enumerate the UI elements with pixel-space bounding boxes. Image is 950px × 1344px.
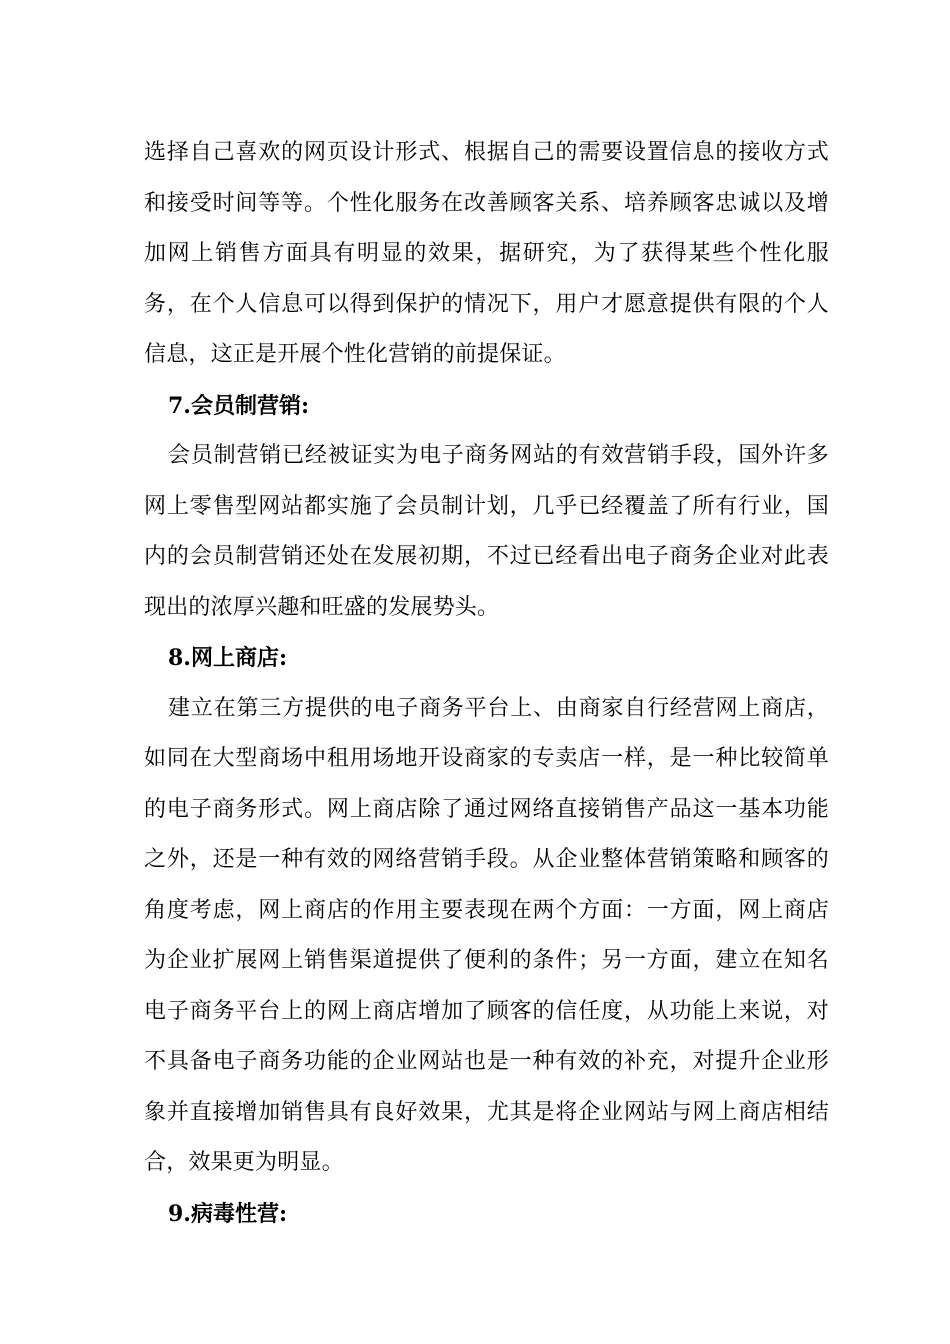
paragraph-intro: 选择自己喜欢的网页设计形式、根据自己的需要设置信息的接收方式和接受时间等等。个性化服务在改善顾客关系、培养顾客忠诚以及增加网上销售方面具有明显的效果，据研究，为了获得某些个性化服务，在个人信息可以得到保护的情况下，用户才愿意提供有限的个人信息，这正是开展个性化营销的前提保证。: [144, 140, 829, 367]
heading-online-store: 8.网上商店:: [168, 645, 288, 671]
heading-viral-marketing: 9.病毒性营:: [168, 1200, 288, 1227]
document-page: [144, 128, 829, 1239]
heading-membership-marketing: 7.会员制营销:: [168, 392, 310, 419]
paragraph-membership-marketing: 会员制营销已经被证实为电子商务网站的有效营销手段，国外许多网上零售型网站都实施了会员制计划，几乎已经覆盖了所有行业，国内的会员制营销还处在发展初期，不过已经看出电子商务企业对此表现出的浓厚兴趣和旺盛的发展势头。: [144, 443, 829, 620]
paragraph-online-store: 建立在第三方提供的电子商务平台上、由商家自行经营网上商店，如同在大型商场中租用场地开设商家的专卖店一样，是一种比较简单的电子商务形式。网上商店除了通过网络直接销售产品这一基本功能之外，还是一种有效的网络营销手段。从企业整体营销策略和顾客的角度考虑，网上商店的作用主要表现在两个方面：一方面，网上商店为企业扩展网上销售渠道提供了便利的条件；另一方面，建立在知名电子商务平台上的网上商店增加了顾客的信任度，从功能上来说，对不具备电子商务功能的企业网站也是一种有效的补充，对提升企业形象并直接增加销售具有良好效果，尤其是将企业网站与网上商店相结合，效果更为明显。: [144, 695, 829, 1175]
